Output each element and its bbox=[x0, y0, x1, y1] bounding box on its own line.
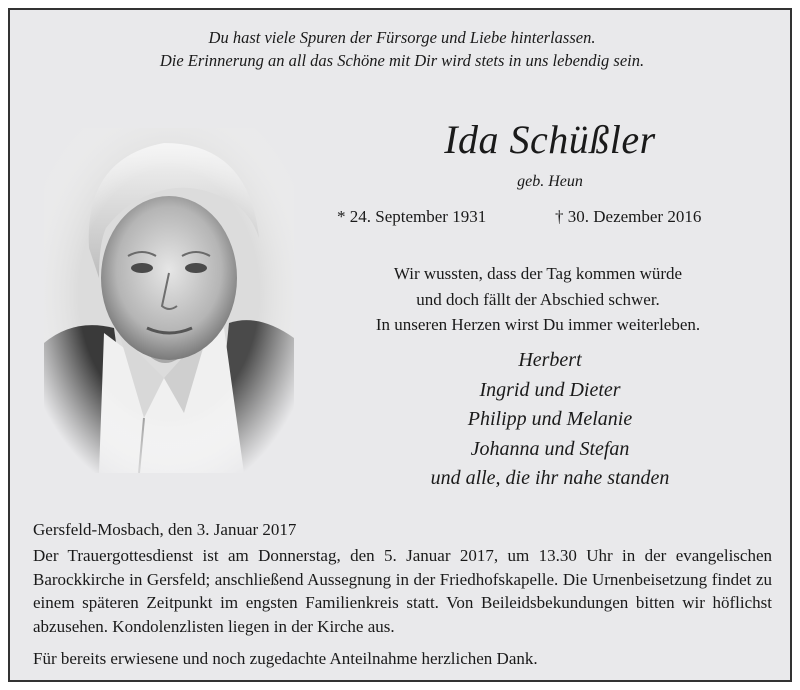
place-date: Gersfeld-Mosbach, den 3. Januar 2017 bbox=[33, 520, 297, 539]
motto-line-2: Die Erinnerung an all das Schöne mit Dir wird stets in uns lebendig sein. bbox=[159, 51, 645, 70]
mourner: Johanna und Stefan bbox=[470, 437, 630, 460]
verse-line-1: Wir wussten, dass der Tag kommen würde bbox=[393, 264, 683, 283]
verse-line-3: In unseren Herzen wirst Du immer weiterleben. bbox=[375, 315, 701, 334]
death-date: † 30. Dezember 2016 bbox=[555, 207, 702, 226]
mourner: und alle, die ihr nahe standen bbox=[430, 467, 670, 489]
verse-line-2: und doch fällt der Abschied schwer. bbox=[416, 289, 660, 309]
mourners-list bbox=[340, 346, 760, 494]
maiden-name: geb. Heun bbox=[517, 173, 583, 190]
thanks-line: Für bereits erwiesene und noch zugedachte Anteilnahme herzlichen Dank. bbox=[33, 649, 538, 668]
mourner: Ingrid und Dieter bbox=[479, 378, 621, 401]
motto-line-1: Du hast viele Spuren der Fürsorge und Liebe hinterlassen. bbox=[208, 28, 596, 47]
obituary-notice bbox=[8, 8, 792, 682]
mourner: Philipp und Melanie bbox=[467, 408, 633, 430]
mourner: Herbert bbox=[518, 349, 582, 371]
service-text: Der Trauergottesdienst ist am Donnerstag, den 5. Januar 2017, um 13.30 Uhr in der evangelischen Barockkirche in Gersfeld; anschließend Aussegnung in der Friedhofskapelle. Die Urnenbeisetzung findet zu einem späteren Zeitpunkt im engsten Familienkreis statt. Von Beileidsbekundungen bitten wir höflichst abzusehen. Kondolenzlisten liegen in der Kirche aus. bbox=[33, 546, 772, 636]
verse bbox=[320, 261, 756, 338]
birth-date: * 24. September 1931 bbox=[337, 207, 487, 226]
portrait-photo bbox=[44, 128, 294, 473]
deceased-name: Ida Schüßler bbox=[444, 117, 656, 162]
